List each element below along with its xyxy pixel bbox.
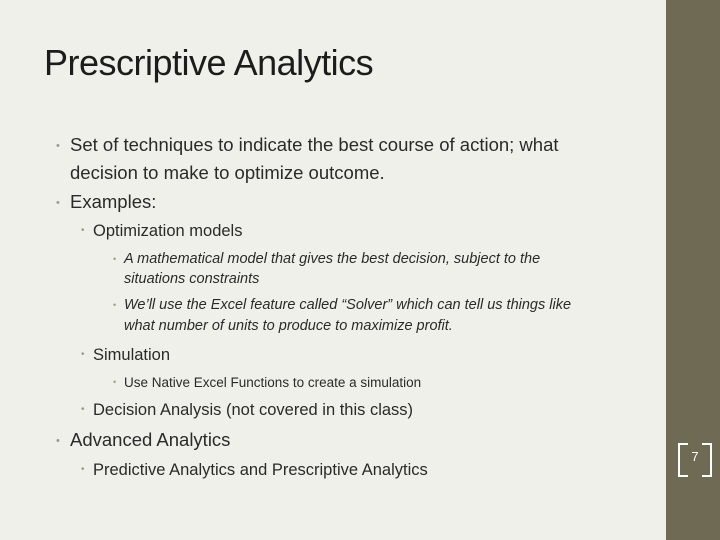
bullet-icon: • bbox=[56, 435, 60, 447]
bullet-decision-analysis bbox=[81, 398, 414, 422]
bullet-icon: • bbox=[81, 464, 85, 475]
bullet-definition-cont bbox=[70, 159, 385, 187]
bullet-simulation bbox=[81, 343, 171, 367]
bullet-text: We’ll use the Excel feature called “Solver” which can tell us things like bbox=[124, 297, 572, 313]
bullet-text: Set of techniques to indicate the best course of action; what bbox=[70, 134, 559, 155]
bullet-icon: • bbox=[56, 140, 60, 152]
bullet-icon: • bbox=[81, 349, 85, 360]
bullet-text: Optimization models bbox=[93, 222, 243, 240]
bullet-text: Examples: bbox=[70, 191, 157, 212]
bullet-definition bbox=[56, 131, 559, 159]
bullet-text: Use Native Excel Functions to create a simulation bbox=[124, 375, 422, 390]
bullet-optimization bbox=[81, 219, 243, 243]
bullet-examples bbox=[56, 188, 157, 216]
slide-title: Prescriptive Analytics bbox=[44, 42, 374, 83]
bullet-advanced bbox=[56, 426, 231, 454]
bullet-icon: • bbox=[56, 197, 60, 209]
bullet-opt-sub1-cont bbox=[124, 270, 259, 289]
bullet-icon: • bbox=[113, 300, 117, 310]
bullet-text: A mathematical model that gives the best decision, subject to the bbox=[124, 251, 541, 267]
bullet-icon: • bbox=[113, 254, 117, 264]
bullet-text: Decision Analysis (not covered in this class) bbox=[93, 401, 414, 419]
page-number-badge bbox=[678, 443, 712, 475]
bullet-text: Predictive Analytics and Prescriptive Analytics bbox=[93, 461, 428, 479]
bullet-opt-sub1 bbox=[113, 250, 541, 269]
bullet-adv-sub1 bbox=[81, 458, 428, 482]
bullet-text: Simulation bbox=[93, 346, 171, 364]
bullet-sim-sub1 bbox=[113, 373, 422, 392]
page-number: 7 bbox=[691, 449, 699, 464]
bullet-opt-sub2 bbox=[113, 296, 572, 315]
bullet-text: Advanced Analytics bbox=[70, 429, 231, 450]
bullet-text: situations constraints bbox=[124, 271, 260, 287]
bullet-opt-sub2-cont bbox=[124, 317, 453, 336]
bullet-icon: • bbox=[81, 225, 85, 236]
bullet-text: what number of units to produce to maximize profit. bbox=[124, 318, 453, 334]
bullet-icon: • bbox=[113, 377, 117, 387]
bullet-text: decision to make to optimize outcome. bbox=[70, 162, 385, 183]
bullet-icon: • bbox=[81, 404, 85, 415]
